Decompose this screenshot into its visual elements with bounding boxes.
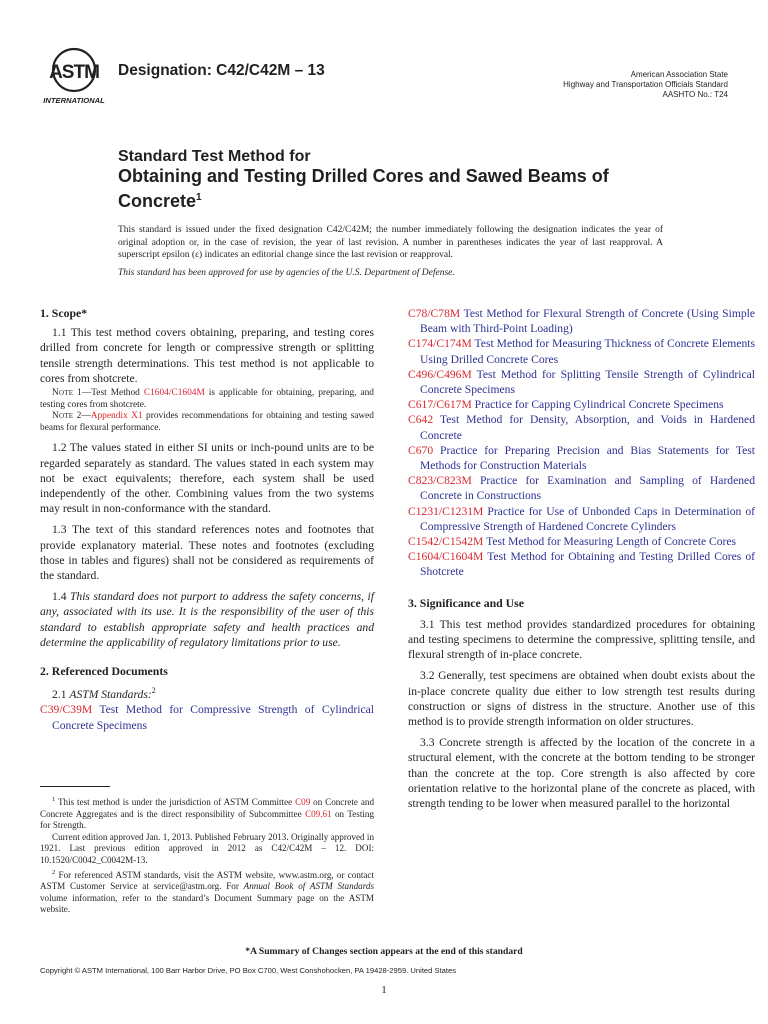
ref-title-link[interactable]: Test Method for Compressive Strength of Cylindrical Concrete Specimens <box>52 703 374 732</box>
footnote-2-mark: 2 <box>52 868 56 876</box>
ref-title-link[interactable]: Test Method for Obtaining and Testing Drilled Cores of Shotcrete <box>420 550 755 579</box>
footnote-1-edition: Current edition approved Jan. 1, 2013. Published February 2013. Originally approved in 1921. Last previous edition approved in 2012 as C42/C42M – 12. DOI: 10.1520/C0042_C0042M-13. <box>40 831 374 865</box>
summary-of-changes-note: *A Summary of Changes section appears at the end of this standard <box>245 946 523 957</box>
ref-code-link[interactable]: C1542/C1542M <box>408 535 484 549</box>
ref-code-link[interactable]: C1604/C1604M <box>408 550 484 564</box>
note-2-text: 2— <box>73 411 91 422</box>
copyright: Copyright © ASTM International, 100 Barr Harbor Drive, PO Box C700, West Conshohocken, PA 19428-2959. United States <box>40 966 457 975</box>
ref-code-link[interactable]: C174/C174M <box>408 337 472 351</box>
note-1-label: Note <box>52 388 74 399</box>
footnote-2-book-title: Annual Book of ASTM Standards <box>243 881 374 892</box>
refdocs-2-1-number: 2.1 <box>52 688 70 702</box>
ref-title-link[interactable]: Test Method for Measuring Length of Concrete Cores <box>483 535 737 549</box>
ref-code-link[interactable]: C823/C823M <box>408 474 472 488</box>
footnotes <box>40 794 374 916</box>
footnote-2-text: For referenced ASTM standards, visit the ASTM website, www.astm.org, or contact ASTM Customer Service at service@astm.org. For <box>40 869 374 892</box>
designation <box>118 62 325 80</box>
title-text: Obtaining and Testing Drilled Cores and Sawed Beams of Concrete <box>118 166 609 211</box>
aashto-number: AASHTO No.: T24 <box>662 90 728 99</box>
title-footnote-mark: 1 <box>196 192 202 203</box>
note-1-text: 1—Test Method <box>73 388 144 399</box>
document-title <box>118 166 678 212</box>
significance-3-3: 3.3 Concrete strength is affected by the location of the concrete in a structural element, with the concrete at the bottom tending to be stronger than the concrete at the top. Core strength is also affected by core orientation relative to the horizontal plane of the concrete as placed, with strength tending to be lower when measured parallel to the horizontal <box>408 736 755 811</box>
logo-letters: ASTM <box>49 62 99 83</box>
designation-year: – 13 <box>290 62 325 79</box>
ref-title-link[interactable]: Practice for Use of Unbonded Caps in Determination of Compressive Strength of Hardened Concrete Cylinders <box>420 504 755 533</box>
note-1-text-end: is applicable for obtaining, preparing, and testing cores from shotcrete. <box>40 388 374 410</box>
ref-item[interactable] <box>408 549 755 579</box>
ref-code-link[interactable]: C78/C78M <box>408 307 461 320</box>
ref-item[interactable] <box>40 702 374 732</box>
issuance-note: This standard is issued under the fixed designation C42/C42M; the number immediately following the designation indicates the year of original adoption or, in the case of revision, the year of last revision. A number in parentheses indicates the year of last reapproval. A superscript epsilon (ε) indicates an editorial change since the last revision or reapproval. <box>118 225 663 260</box>
ref-code-link[interactable]: C670 <box>408 443 434 457</box>
ref-code-link[interactable]: C642 <box>408 413 434 427</box>
page-number: 1 <box>381 984 387 996</box>
scope-1-4-text: This standard does not purport to address the safety concerns, if any, associated with its use. It is the responsibility of the user of this standard to establish appropriate safety and health practices and determine the applicability of regulatory limitations prior to use. <box>40 590 374 649</box>
right-column <box>408 306 755 817</box>
committee-link[interactable]: C09 <box>295 797 311 808</box>
ref-title-link[interactable]: Practice for Capping Cylindrical Concrete Specimens <box>471 398 724 412</box>
ref-code-link[interactable]: C39/C39M <box>40 703 93 717</box>
ref-item[interactable] <box>408 504 755 534</box>
note-2-label: Note <box>52 411 74 422</box>
refdocs-footnote-mark: 2 <box>151 686 156 696</box>
ref-code-link[interactable]: C617/C617M <box>408 398 472 412</box>
ref-item[interactable] <box>408 367 755 397</box>
ref-item[interactable] <box>408 534 755 549</box>
aashto-block <box>563 70 728 100</box>
ref-title-link[interactable]: Practice for Preparing Precision and Bias Statements for Test Methods for Construction Materials <box>420 443 755 473</box>
scope-1-4-number: 1.4 <box>52 590 70 604</box>
ref-title-link[interactable]: Practice for Examination and Sampling of Hardened Concrete in Constructions <box>420 474 755 503</box>
scope-1-3: 1.3 The text of this standard references notes and footnotes that provide explanatory material. These notes and footnotes (excluding those in tables and figures) shall not be considered as requirements of the standard. <box>40 523 374 583</box>
significance-3-1: 3.1 This test method provides standardized procedures for obtaining and testing specimens to determine the compressive, splitting tensile, and flexural strength of in-place concrete. <box>408 617 755 662</box>
ref-item[interactable] <box>408 473 755 503</box>
note-2-link[interactable]: Appendix X1 <box>90 411 143 422</box>
ref-code-link[interactable]: C1231/C1231M <box>408 504 484 518</box>
footnote-1 <box>40 794 374 832</box>
scope-1-2: 1.2 The values stated in either SI units or inch-pound units are to be regarded separately as standard. The values stated in each system may not be exact equivalents; therefore, each system shall be used independently of the other. Combining values from the two systems may result in non-conformance with the standard. <box>40 441 374 516</box>
scope-1-1: 1.1 This test method covers obtaining, preparing, and testing cores drilled from concrete for length or compressive strength or splitting tensile strength determinations. This test method is not applicable to cores from shotcrete. <box>40 326 374 385</box>
significance-3-2: 3.2 Generally, test specimens are obtained when doubt exists about the in-place concrete quality due either to low strength test results during construction or signs of distress in the structure. Another use of this method is to provide strength information on older structures. <box>408 669 755 729</box>
scope-1-4 <box>40 589 374 650</box>
footnote-2-text-2: volume information, refer to the standard’s Document Summary page on the ASTM website. <box>40 892 374 915</box>
standard-type: Standard Test Method for <box>118 148 311 165</box>
aashto-line-2: Highway and Transportation Officials Standard <box>563 80 728 89</box>
ref-item[interactable] <box>408 336 755 366</box>
footnote-rule <box>40 786 110 787</box>
ref-title-link[interactable]: Test Method for Splitting Tensile Strength of Cylindrical Concrete Specimens <box>420 367 755 397</box>
dod-approval-note: This standard has been approved for use by agencies of the U.S. Department of Defense. <box>118 268 455 278</box>
refdocs-2-1 <box>40 683 374 702</box>
refdocs-heading: 2. Referenced Documents <box>40 664 168 679</box>
footnote-2 <box>40 867 374 916</box>
astm-logo-mark <box>40 46 112 106</box>
significance-heading: 3. Significance and Use <box>408 595 525 610</box>
left-column <box>40 306 374 733</box>
footnote-1-text-2: on Concrete and Concrete Aggregates and is the direct responsibility of Subcommittee <box>40 797 374 819</box>
ref-item[interactable] <box>408 443 755 473</box>
designation-label: Designation: C42/C42M <box>118 62 291 79</box>
ref-title-link[interactable]: Test Method for Flexural Strength of Concrete (Using Simple Beam with Third-Point Loading) <box>420 307 755 336</box>
refdocs-2-1-label: ASTM Standards: <box>69 688 152 702</box>
ref-title-link[interactable]: Test Method for Measuring Thickness of Concrete Elements Using Drilled Concrete Cores <box>420 337 755 366</box>
ref-code-link[interactable]: C496/C496M <box>408 367 472 381</box>
footnote-1-text-3: on Testing for Strength. <box>40 808 374 831</box>
ref-item[interactable] <box>408 306 755 336</box>
footnote-1-mark: 1 <box>52 796 56 803</box>
ref-title-link[interactable]: Test Method for Density, Absorption, and Voids in Hardened Concrete <box>420 413 755 442</box>
note-2-text-end: provides recommendations for obtaining and testing sawed beams for flexural performance. <box>40 411 374 433</box>
astm-logo <box>40 46 112 106</box>
note-2 <box>40 411 374 434</box>
subcommittee-link[interactable]: C09.61 <box>305 808 332 819</box>
logo-subtitle: INTERNATIONAL <box>43 96 105 105</box>
ref-item[interactable] <box>408 412 755 442</box>
note-1 <box>40 388 374 411</box>
note-1-link[interactable]: C1604/C1604M <box>143 388 205 399</box>
ref-item[interactable] <box>408 397 755 412</box>
aashto-line-1: American Association State <box>630 70 728 79</box>
scope-heading: 1. Scope* <box>40 306 88 320</box>
footnote-1-text: This test method is under the jurisdiction of ASTM Committee <box>55 797 296 808</box>
